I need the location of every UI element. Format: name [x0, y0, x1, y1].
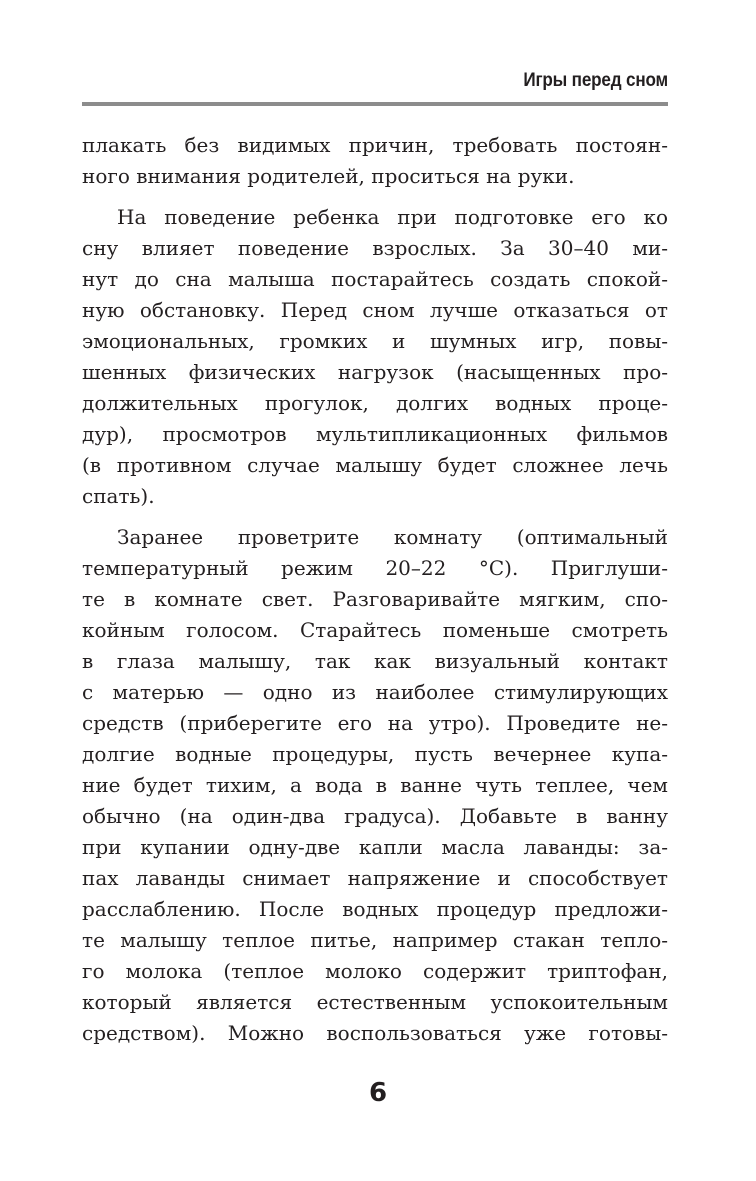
text-line: Заранее проветрите комнату (оптимальный [117, 525, 668, 549]
text-line: с матерью — одно из наиболее стимулирующих [82, 680, 668, 704]
body-text [82, 130, 668, 1049]
text-line: дур), просмотров мультипликационных фильмов [82, 422, 668, 446]
text-line: те в комнате свет. Разговаривайте мягким, спо- [82, 587, 668, 611]
text-line: должительных прогулок, долгих водных проце- [82, 391, 668, 415]
header-rule [82, 102, 668, 106]
text-line: обычно (на один-два градуса). Добавьте в ванну [82, 804, 668, 828]
text-line: при купании одну-две капли масла лаванды: за- [82, 835, 668, 859]
text-line: плакать без видимых причин, требовать постоян- [82, 133, 668, 157]
text-line: сну влияет поведение взрослых. За 30–40 ми- [82, 236, 668, 260]
text-line: эмоциональных, громких и шумных игр, повы- [82, 329, 668, 353]
page-number: 6 [368, 1078, 388, 1108]
text-line: ние будет тихим, а вода в ванне чуть теплее, чем [82, 773, 668, 797]
paragraph [82, 130, 668, 192]
paragraph [82, 202, 668, 512]
text-line: средств (приберегите его на утро). Проведите не- [82, 711, 668, 735]
text-line: пах лаванды снимает напряжение и способствует [82, 866, 668, 890]
text-line: На поведение ребенка при подготовке его ко [117, 205, 668, 229]
text-line: койным голосом. Старайтесь поменьше смотреть [82, 618, 668, 642]
text-line: нут до сна малыша постарайтесь создать спокой- [82, 267, 668, 291]
text-line: (в противном случае малышу будет сложнее лечь [82, 453, 668, 477]
text-line: те малышу теплое питье, например стакан тепло- [82, 928, 668, 952]
text-line: ного внимания родителей, проситься на руки. [82, 164, 575, 188]
text-line: температурный режим 20–22 °С). Приглуши- [82, 556, 668, 580]
text-line: шенных физических нагрузок (насыщенных про- [82, 360, 668, 384]
text-line: который является естественным успокоительным [82, 990, 668, 1014]
text-line: ную обстановку. Перед сном лучше отказаться от [82, 298, 668, 322]
text-line: го молока (теплое молоко содержит триптофан, [82, 959, 668, 983]
text-line: долгие водные процедуры, пусть вечернее купа- [82, 742, 668, 766]
text-line: средством). Можно воспользоваться уже готовы- [82, 1021, 668, 1045]
paragraph [82, 522, 668, 1049]
text-line: спать). [82, 484, 155, 508]
running-head: Игры перед сном [523, 70, 668, 91]
text-line: расслаблению. После водных процедур предложи- [82, 897, 668, 921]
text-line: в глаза малышу, так как визуальный контакт [82, 649, 668, 673]
